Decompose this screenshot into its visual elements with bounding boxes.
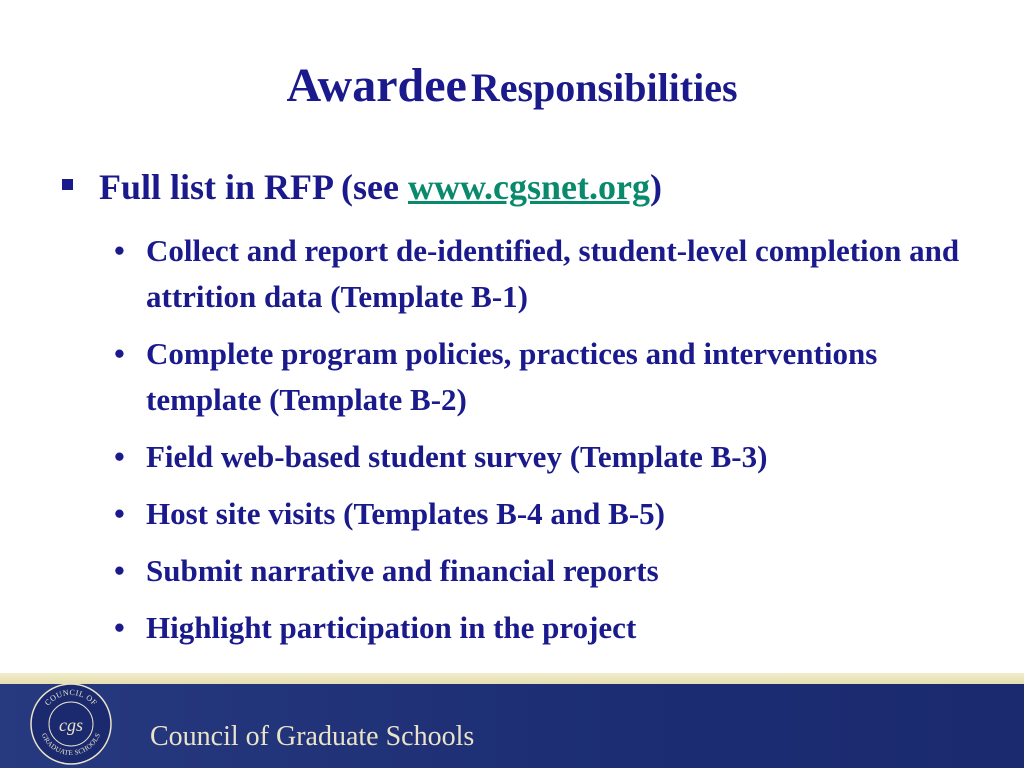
cgs-logo-icon — [30, 683, 112, 765]
logo-monogram: cgs — [59, 715, 83, 735]
list-item — [114, 331, 994, 423]
bullet-dot-icon: • — [114, 439, 125, 474]
main-bullet-prefix: Full list in RFP (see — [99, 167, 408, 207]
list-item-text: Host site visits (Templates B-4 and B-5) — [146, 496, 665, 531]
responsibility-list — [114, 228, 994, 662]
cgsnet-link[interactable]: www.cgsnet.org — [408, 167, 650, 207]
footer-banner — [0, 673, 1024, 768]
title-awardee: Awardee — [286, 59, 467, 112]
slide-title — [0, 59, 1024, 112]
list-item-text: Field web-based student survey (Template B-3) — [146, 439, 768, 474]
title-responsibilities: Responsibilities — [470, 65, 738, 110]
svg-text:GRADUATE SCHOOLS: GRADUATE SCHOOLS — [39, 731, 103, 758]
list-item-text: Highlight participation in the project — [146, 610, 637, 645]
org-name: Council of Graduate Schools — [150, 721, 475, 752]
list-item — [114, 491, 994, 537]
bullet-dot-icon: • — [114, 496, 125, 531]
main-bullet-suffix: ) — [649, 167, 662, 207]
list-item — [114, 605, 994, 651]
list-item-text: Complete program policies, practices and interventions template (Template B-2) — [146, 336, 878, 417]
list-item-text: Collect and report de-identified, student-level completion and attrition data (Template B-1) — [146, 233, 960, 314]
bullet-dot-icon: • — [114, 336, 125, 371]
list-item — [114, 228, 994, 320]
square-bullet-icon — [62, 179, 73, 190]
list-item — [114, 434, 994, 480]
svg-text:COUNCIL OF: COUNCIL OF — [42, 687, 100, 708]
bullet-dot-icon: • — [114, 610, 125, 645]
bullet-dot-icon: • — [114, 233, 125, 268]
list-item — [114, 548, 994, 594]
main-bullet — [62, 166, 662, 208]
bullet-dot-icon: • — [114, 553, 125, 588]
list-item-text: Submit narrative and financial reports — [146, 553, 659, 588]
